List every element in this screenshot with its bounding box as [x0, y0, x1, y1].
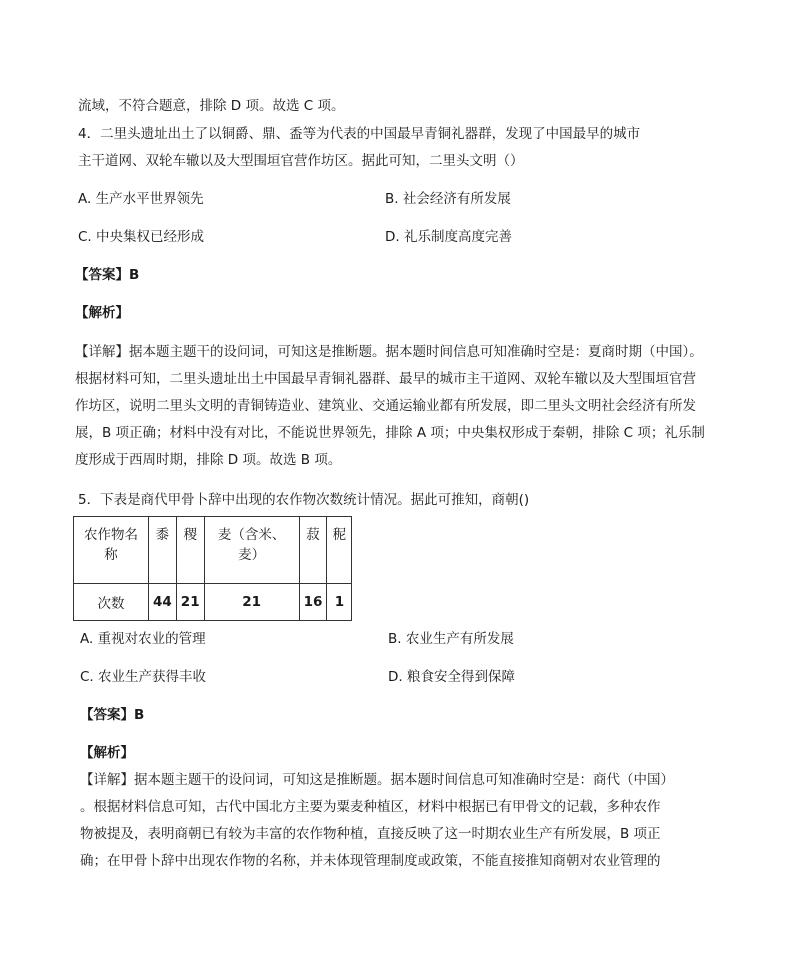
crop-count-table: [73, 516, 352, 621]
option-a: A. 生产水平世界领先: [78, 191, 204, 207]
question-5-stem: 5．下表是商代甲骨卜辞中出现的农作物次数统计情况。据此可推知，商朝(): [78, 492, 530, 508]
table-cell: 21: [176, 584, 204, 621]
table-cell: 44: [149, 584, 177, 621]
analysis-line: 。根据材料信息可知，古代中国北方主要为粟麦种植区，材料中根据已有甲骨文的记载，多种农作: [80, 799, 661, 815]
table-header-cell: 稷: [176, 517, 204, 584]
table-cell: 1: [327, 584, 352, 621]
table-header-cell: 菽: [299, 517, 327, 584]
question-4-stem: 4．二里头遗址出土了以铜爵、鼎、盉等为代表的中国最早青铜礼器群，发现了中国最早的城市: [78, 126, 641, 142]
table-header-row: [74, 517, 352, 584]
analysis-line: 【详解】据本题主题干的设问词，可知这是推断题。据本题时间信息可知准确时空是：商代（中国）: [80, 772, 674, 788]
text-line: 流域，不符合题意，排除 D 项。故选 C 项。: [78, 98, 345, 114]
analysis-label: 【解析】: [75, 305, 129, 321]
analysis-line: 物被提及，表明商朝已有较为丰富的农作物种植，直接反映了这一时期农业生产有所发展，B 项正: [80, 826, 661, 842]
option-b: B. 社会经济有所发展: [385, 191, 511, 207]
analysis-label: 【解析】: [80, 745, 134, 761]
table-header-cell: 农作物名称: [74, 517, 149, 584]
answer-label: 【答案】B: [75, 267, 140, 283]
analysis-line: 作坊区，说明二里头文明的青铜铸造业、建筑业、交通运输业都有所发展，即二里头文明社会经济有所发: [75, 398, 696, 414]
option-d: D. 粮食安全得到保障: [388, 669, 515, 685]
analysis-line: 度形成于西周时期，排除 D 项。故选 B 项。: [75, 452, 342, 468]
table-cell: 次数: [74, 584, 149, 621]
table-header-cell: 黍: [149, 517, 177, 584]
answer-label: 【答案】B: [80, 707, 145, 723]
table-cell: 16: [299, 584, 327, 621]
table-row: [74, 584, 352, 621]
option-c: C. 中央集权已经形成: [78, 229, 205, 245]
option-c: C. 农业生产获得丰收: [80, 669, 207, 685]
option-b: B. 农业生产有所发展: [388, 631, 514, 647]
option-d: D. 礼乐制度高度完善: [385, 229, 512, 245]
question-4-stem-cont: 主干道网、双轮车辙以及大型围垣官营作坊区。据此可知，二里头文明（）: [78, 153, 524, 169]
analysis-line: 展，B 项正确；材料中没有对比，不能说世界领先，排除 A 项；中央集权形成于秦朝，排除 C 项；礼乐制: [75, 425, 705, 441]
option-a: A. 重视对农业的管理: [80, 631, 206, 647]
table-header-cell: 秜: [327, 517, 352, 584]
analysis-line: 【详解】据本题主题干的设问词，可知这是推断题。据本题时间信息可知准确时空是：夏商时期（中国）。: [75, 344, 703, 360]
table-cell: 21: [204, 584, 299, 621]
analysis-line: 根据材料可知，二里头遗址出土中国最早青铜礼器群、最早的城市主干道网、双轮车辙以及大型围垣官营: [75, 371, 696, 387]
analysis-line: 确；在甲骨卜辞中出现农作物的名称，并未体现管理制度或政策，不能直接推知商朝对农业管理的: [80, 853, 661, 869]
table-header-cell: 麦（含米、麦）: [204, 517, 299, 584]
